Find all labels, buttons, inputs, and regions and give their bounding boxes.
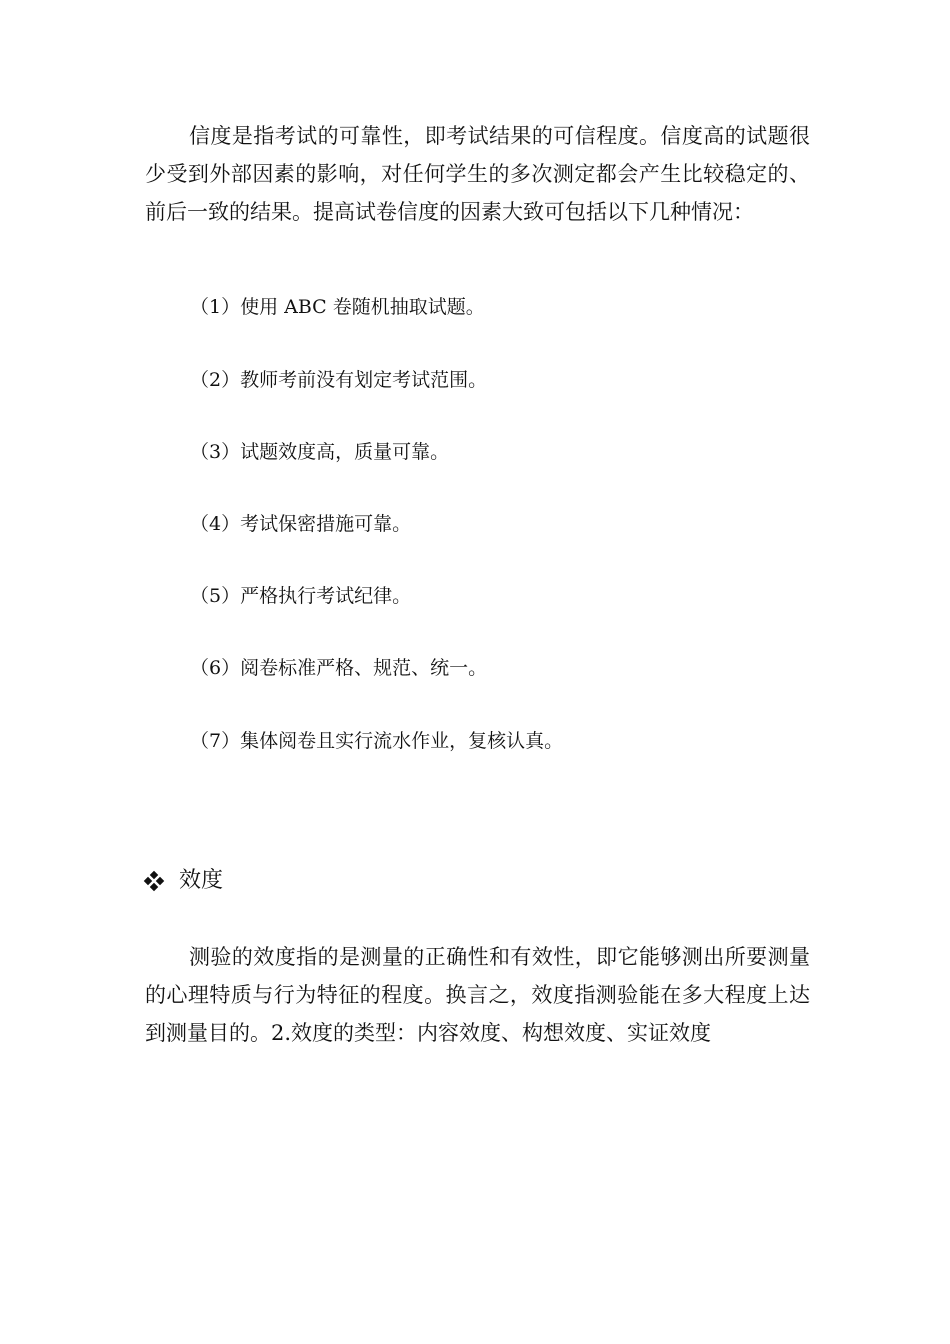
validity-heading [145,864,223,898]
four-diamond-bullet-icon [145,872,163,890]
list-item: （5）严格执行考试纪律。 [190,585,412,607]
list-item: （7）集体阅卷且实行流水作业，复核认真。 [190,730,564,752]
list-item: （4）考试保密措施可靠。 [190,513,412,535]
list-item: （2）教师考前没有划定考试范围。 [190,369,488,391]
list-item: （6）阅卷标准严格、规范、统一。 [190,657,488,679]
list-item: （1）使用 ABC 卷随机抽取试题。 [190,296,485,318]
list-item: （3）试题效度高，质量可靠。 [190,441,450,463]
heading-text: 效度 [179,868,224,893]
validity-paragraph: 测验的效度指的是测量的正确性和有效性，即它能够测出所要测量的心理特质与行为特征的程度。换言之，效度指测验能在多大程度上达到测量目的。2.效度的类型：内容效度、构想效度、实证效度 [145,945,810,1045]
reliability-paragraph: 信度是指考试的可靠性，即考试结果的可信程度。信度高的试题很少受到外部因素的影响，对任何学生的多次测定都会产生比较稳定的、前后一致的结果。提高试卷信度的因素大致可包括以下几种情况： [145,124,810,224]
